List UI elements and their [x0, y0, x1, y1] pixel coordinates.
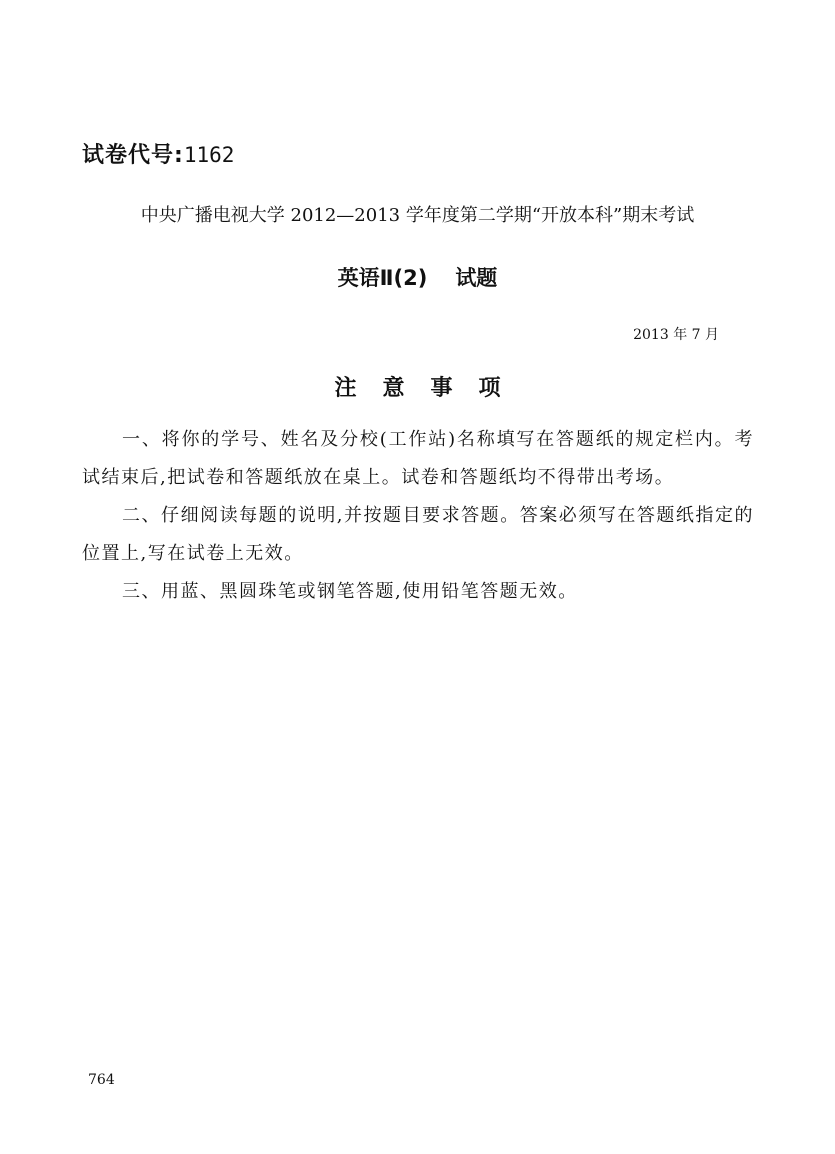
notice-heading: 注意事项	[334, 376, 527, 401]
subject-title	[0, 262, 835, 292]
page-number: 764	[88, 1072, 115, 1088]
instruction-item-3: 三、用蓝、黑圆珠笔或钢笔答题,使用铅笔答题无效。	[122, 581, 578, 602]
instruction-item-2: 二、仔细阅读每题的说明,并按题目要求答题。答案必须写在答题纸指定的位置上,写在试卷上无效。	[82, 505, 754, 564]
paper-code	[82, 138, 234, 169]
instruction-item-1: 一、将你的学号、姓名及分校(工作站)名称填写在答题纸的规定栏内。考试结束后,把试卷和答题纸放在桌上。试卷和答题纸均不得带出考场。	[82, 429, 754, 488]
paper-code-value: 1162	[183, 143, 235, 167]
paper-code-label: 试卷代号:	[82, 143, 184, 168]
subject-name: 英语Ⅱ(2)	[337, 266, 428, 290]
subject-suffix: 试题	[455, 266, 498, 290]
exam-date: 2013 年 7 月	[633, 327, 719, 343]
university-exam-line: 中央广播电视大学 2012—2013 学年度第二学期“开放本科”期末考试	[140, 205, 695, 226]
instructions	[82, 421, 754, 611]
